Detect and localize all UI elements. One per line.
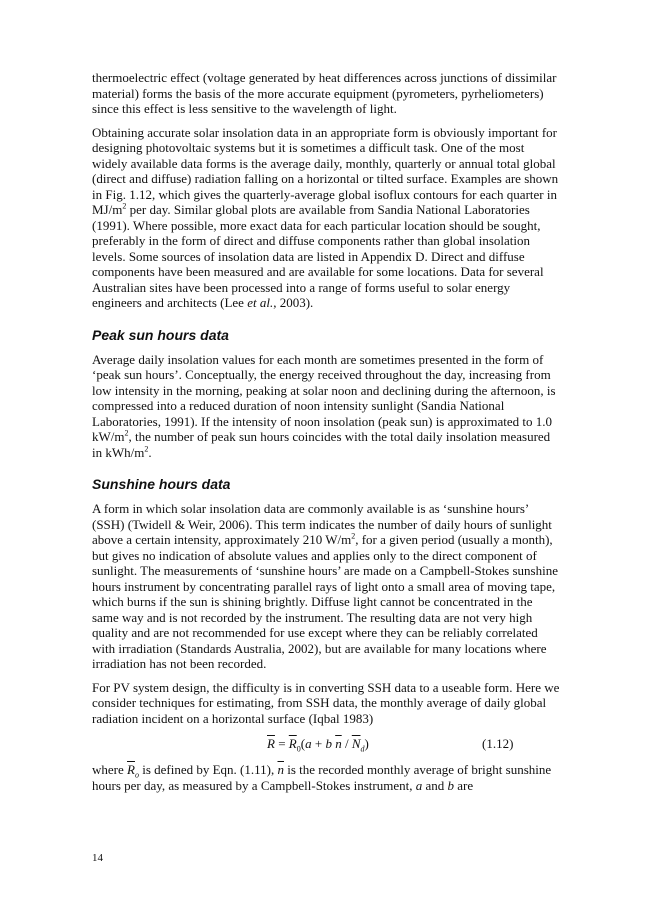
heading-sunshine-hours: Sunshine hours data <box>92 476 231 492</box>
equation-1-12 <box>92 734 562 756</box>
paragraph-insolation-data: Obtaining accurate solar insolation data in an appropriate form is obviously important for designing photovoltaic systems but it is sometimes a difficult task. One of the most widely available data forms is the average daily, monthly, quarterly or annual total global (direct and diffuse) radiation falling on a horizontal or tilted surface. Examples are shown in Fig. 1.12, which gives the quarterly-average global isoflux contours for each quarter in $MJ/m^2$ per day. Similar global plots are available from Sandia National Laboratories (1991). Where possible, more exact data for each particular location should be sought, preferably in the form of direct and diffuse components rather than global insolation levels. Some sources of insolation data are listed in Appendix D. Direct and diffuse components have been measured and are available for some locations. Data for several Australian sites have been processed into a range of forms useful to solar energy engineers and architects (Lee et al., 2003). <box>92 124 559 310</box>
paragraph-where: where $\overline{R}_o$ is defined by Eqn. (1.11), $\overline{n}$ is the recorded monthly average of bright sunshine hours per day, as measured by a Campbell-Stokes instrument, a and b are <box>92 762 552 793</box>
paragraph-peak-sun-hours: Average daily insolation values for each month are sometimes presented in the form of ‘peak sun hours’. Conceptually, the energy received throughout the day, increasing from low intensity in the morning, peaking at solar noon and declining during the afternoon, is compressed into a reduced duration of noon intensity sunlight (Sandia National Laboratories, 1991). If the intensity of noon insolation (peak sun) is approximated to 1.0 $kW/m^2$, the number of peak sun hours coincides with the total daily insolation measured in kWh/$m^2$. <box>92 351 556 460</box>
paragraph-thermoelectric: thermoelectric effect (voltage generated by heat differences across junctions of dissimilar material) forms the basis of the more accurate equipment (pyrometers, pyrheliometers) since this effect is less sensitive to the wavelength of light. <box>92 70 557 116</box>
paragraph-sunshine-hours: A form in which solar insolation data are commonly available is as ‘sunshine hours’ (SSH) (Twidell & Weir, 2006). This term indicates the number of daily hours of sunlight above a certain intensity, approximately 210 $W/m^2$, for a given period (usually a month), but gives no indication of absolute values and applies only to the direct component of sunlight. The measurements of ‘sunshine hours’ are made on a Campbell-Stokes sunshine hours instrument by concentrating parallel rays of light onto a small area of moving tape, which burns if the sun is shining brightly. Diffuse light cannot be concentrated in the same way and is not recorded by the instrument. The resulting data are not very high quality and are not recommended for use except where they can be reliably correlated with irradiation (Standards Australia, 2002), but are available for many locations where irradiation has not been recorded. <box>92 501 558 671</box>
paragraph-pv-design: For PV system design, the difficulty is in converting SSH data to a useable form. Here we consider techniques for estimating, from SSH data, the monthly average of daily global radiation incident on a horizontal surface (Iqbal 1983) <box>92 679 560 726</box>
page-body <box>92 70 562 801</box>
page-number: 14 <box>92 852 103 864</box>
equation-body: $\overline{R} = \overline{R}_0(a + b$ $\overline{n} / \overline{N}_d$) <box>267 736 369 754</box>
equation-number: (1.12) <box>482 736 514 751</box>
heading-peak-sun-hours: Peak sun hours data <box>92 326 229 343</box>
